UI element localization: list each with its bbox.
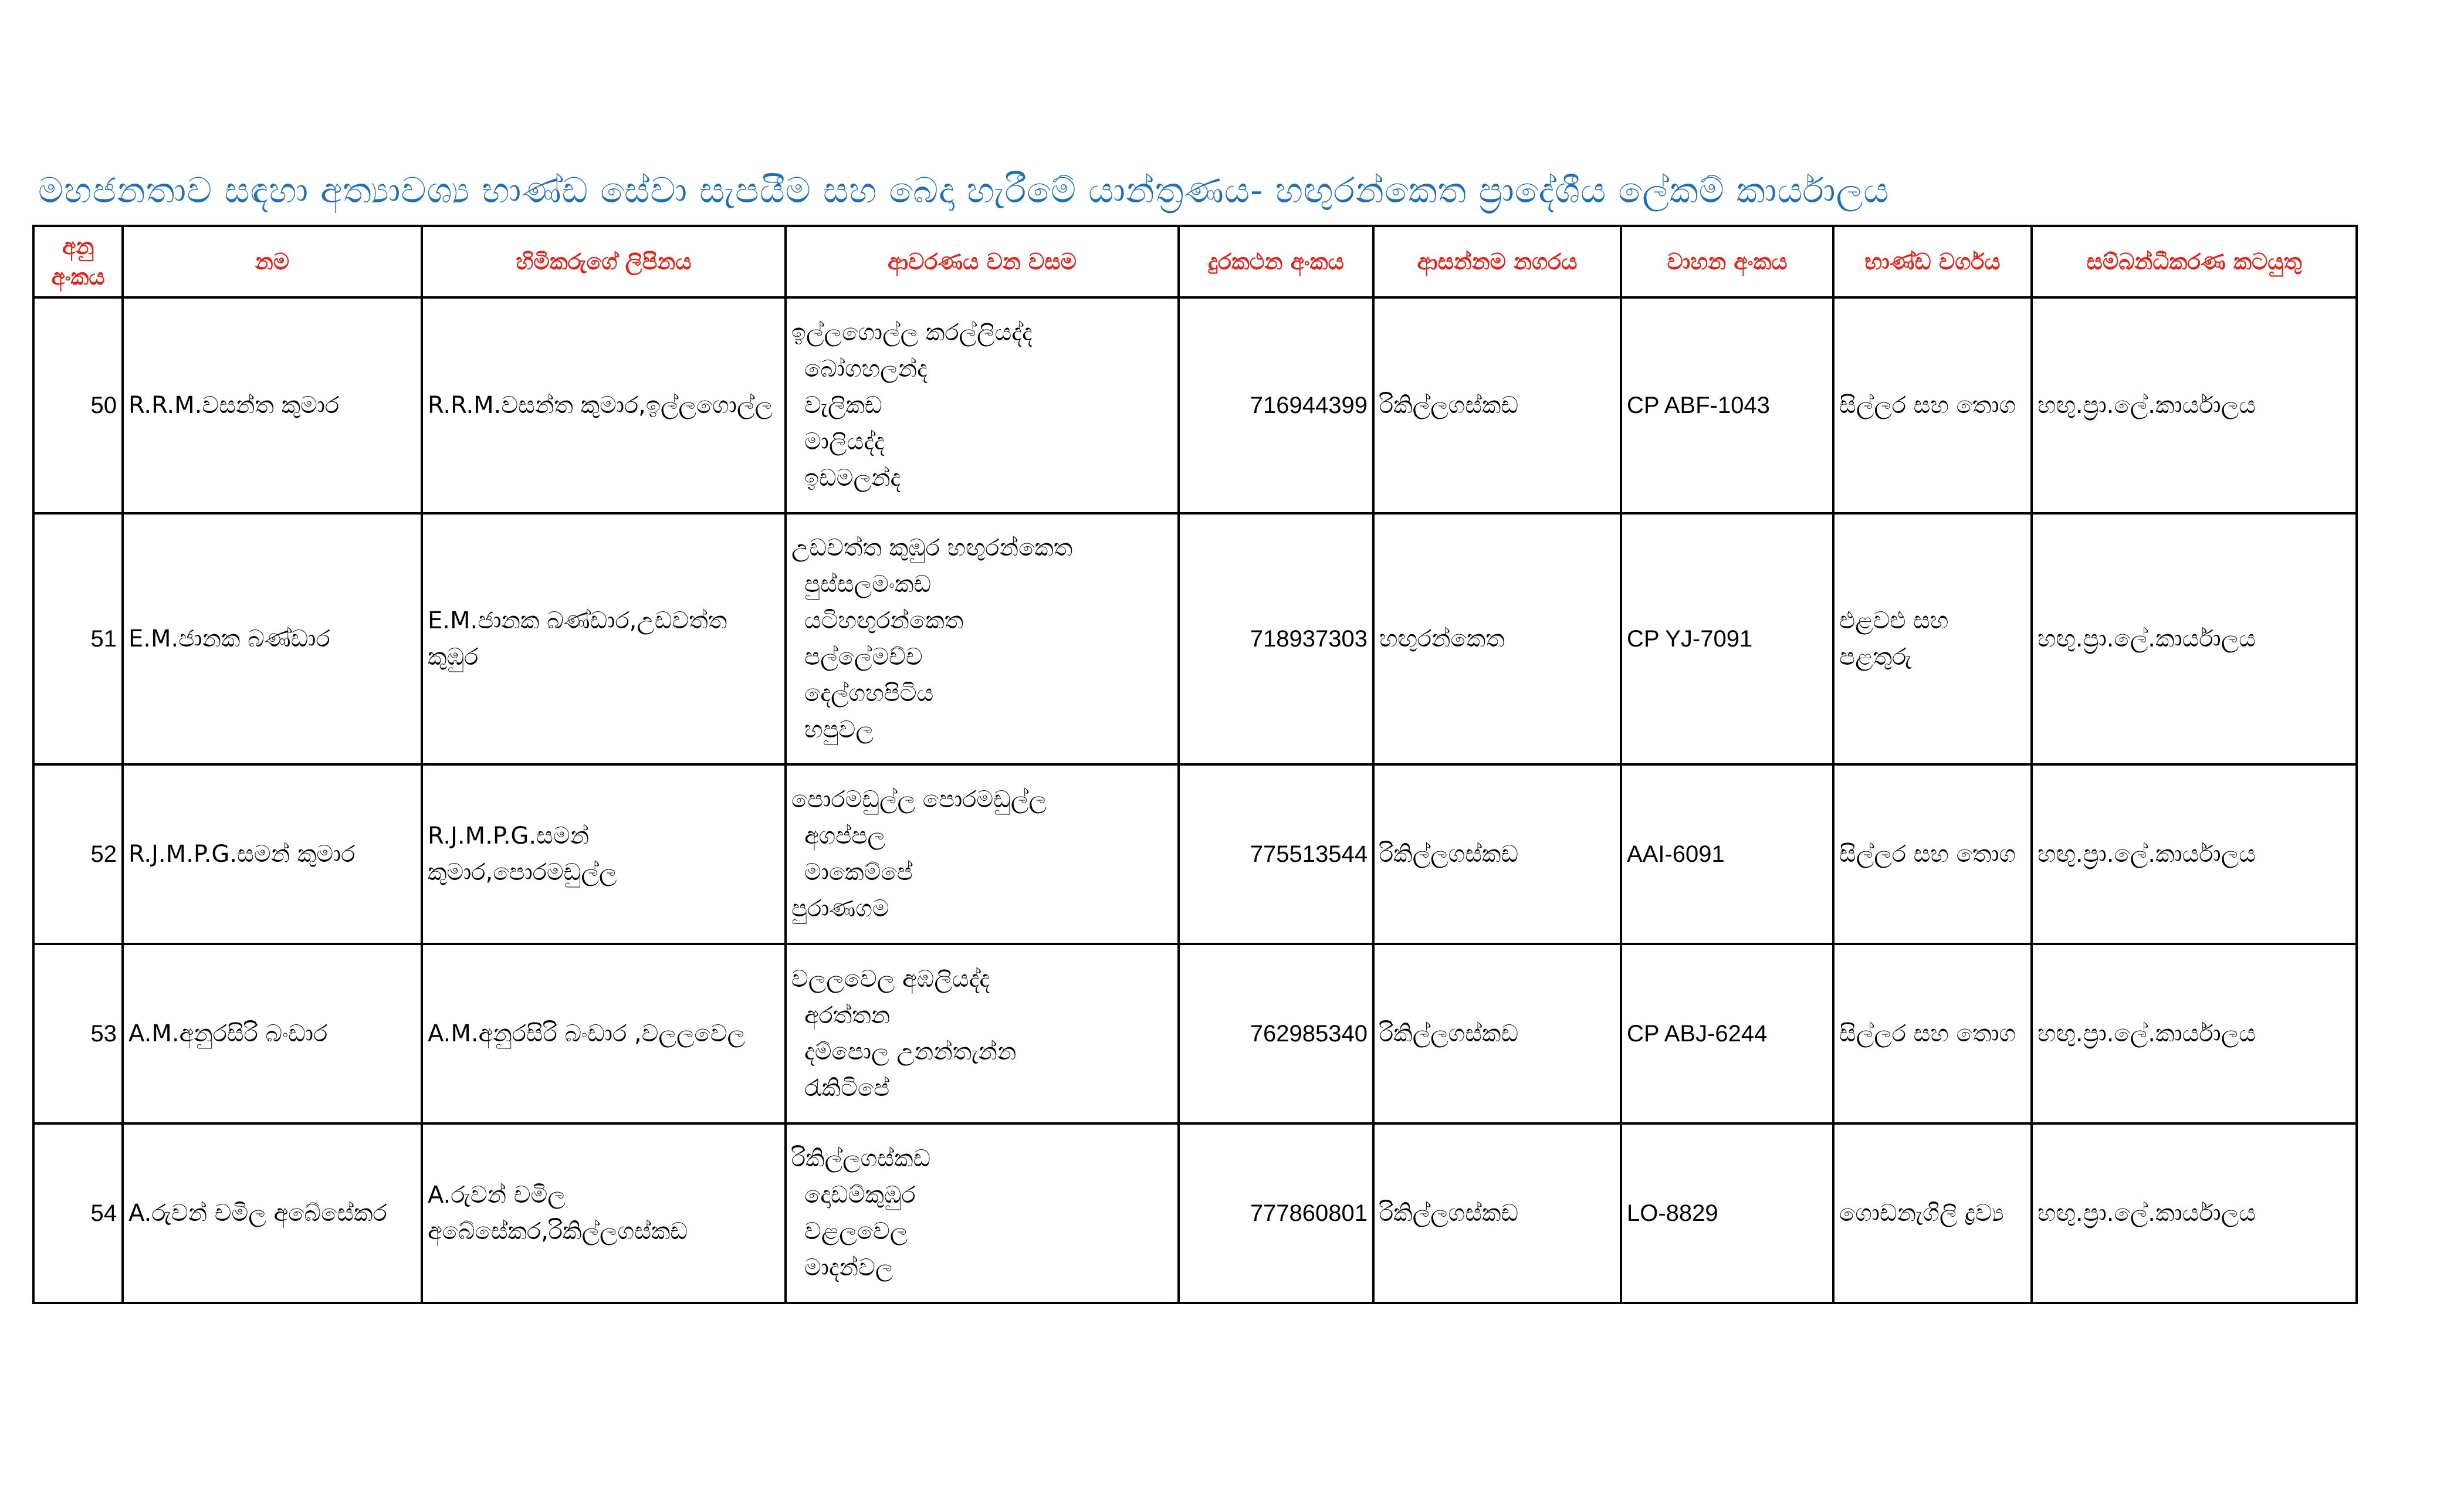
area-item: මාලියද්ද: [804, 428, 885, 455]
table-header-row: [33, 226, 2357, 297]
area-item: දොඩම්කුඹුර: [804, 1182, 916, 1209]
area-item: ඉල්ලගොල්ල කරල්ලියද්ද: [791, 319, 1033, 346]
cell-name: A.M.අනුරසිරි බංඩාර: [123, 944, 422, 1123]
area-item: අරත්තන: [804, 1002, 891, 1029]
table-row: [33, 513, 2357, 764]
header-coordination: සම්බන්ධීකරණ කටයුතු: [2032, 226, 2357, 297]
area-item: වලලවෙල අඹලියද්ද: [791, 966, 990, 993]
cell-goods-type: සිල්ලර සහ තොග: [1833, 297, 2032, 513]
header-name: නම: [123, 226, 422, 297]
header-nearest-town: ආසන්නම නගරය: [1373, 226, 1621, 297]
cell-serial-no: 50: [33, 297, 123, 513]
cell-owner-address: A.M.අනුරසිරි බංඩාර ,වලලවෙල: [422, 944, 786, 1123]
cell-name: E.M.ජානක බණ්ඩාර: [123, 513, 422, 764]
cell-vehicle-no: CP ABF-1043: [1621, 297, 1833, 513]
area-item: උඩවත්ත කුඹුර හඟුරන්කෙත: [791, 534, 1073, 561]
cell-nearest-town: රිකිල්ලගස්කඩ: [1373, 944, 1621, 1123]
cell-serial-no: 52: [33, 764, 123, 944]
area-item: හපුවල: [804, 716, 874, 743]
cell-vehicle-no: LO-8829: [1621, 1123, 1833, 1303]
cell-coordination: හඟු.ප්‍රා.ලේ.කාර්යාලය: [2032, 764, 2357, 944]
page-title: මහජනතාව සඳහා අත්‍යාවශ්‍ය භාණ්ඩ සේවා සැපයීම සහ බෙදා හැරීමේ යාන්ත්‍රණය- හඟුරන්කෙත ප්‍රාදේශීය ලේකම් කාර්යාලය: [38, 170, 1890, 211]
cell-phone: 777860801: [1179, 1123, 1373, 1303]
table-row: [33, 1123, 2357, 1303]
table-row: [33, 297, 2357, 513]
header-vehicle-no: වාහන අංකය: [1621, 226, 1833, 297]
area-item: රිකිල්ලගස්කඩ: [791, 1145, 931, 1172]
header-phone: දුරකථන අංකය: [1179, 226, 1373, 297]
table-row: [33, 764, 2357, 944]
header-serial-no: අනු අංකය: [33, 226, 123, 297]
cell-covered-area: [786, 297, 1179, 513]
header-covered-area: ආවරණය වන වසම: [786, 226, 1179, 297]
cell-owner-address: R.J.M.P.G.සමන් කුමාර,පොරමඩුල්ල: [422, 764, 786, 944]
header-goods-type: භාණ්ඩ වර්ගය: [1833, 226, 2032, 297]
cell-covered-area: [786, 1123, 1179, 1303]
cell-name: R.R.M.වසන්ත කුමාර: [123, 297, 422, 513]
cell-phone: 775513544: [1179, 764, 1373, 944]
area-item: යටිහඟුරන්කෙත: [804, 607, 964, 634]
cell-owner-address: E.M.ජානක බණ්ඩාර,උඩවත්ත කුඹුර: [422, 513, 786, 764]
area-item: වැලිකඩ: [804, 392, 882, 419]
area-item: ඉඩමලන්ද: [804, 465, 901, 492]
cell-goods-type: සිල්ලර සහ තොග: [1833, 944, 2032, 1123]
cell-vehicle-no: AAI-6091: [1621, 764, 1833, 944]
cell-coordination: හඟු.ප්‍රා.ලේ.කාර්යාලය: [2032, 1123, 2357, 1303]
area-item: වළලවෙල: [804, 1218, 908, 1245]
table-row: [33, 944, 2357, 1123]
cell-phone: 762985340: [1179, 944, 1373, 1123]
area-item: පුස්සලමංකඩ: [804, 571, 932, 598]
area-item: පුරාණගම: [791, 895, 889, 922]
cell-covered-area: [786, 944, 1179, 1123]
area-item: පොරමඩුල්ල පොරමඩුල්ල: [791, 786, 1047, 813]
area-item: මාදන්වල: [804, 1254, 893, 1281]
area-item: පල්ලේමච්ච: [804, 644, 923, 671]
cell-serial-no: 51: [33, 513, 123, 764]
cell-nearest-town: රිකිල්ලගස්කඩ: [1373, 297, 1621, 513]
cell-coordination: හඟු.ප්‍රා.ලේ.කාර්යාලය: [2032, 944, 2357, 1123]
cell-serial-no: 53: [33, 944, 123, 1123]
cell-covered-area: [786, 513, 1179, 764]
cell-owner-address: R.R.M.වසන්ත කුමාර,ඉල්ලගොල්ල: [422, 297, 786, 513]
cell-vehicle-no: CP ABJ-6244: [1621, 944, 1833, 1123]
cell-nearest-town: රිකිල්ලගස්කඩ: [1373, 1123, 1621, 1303]
area-item: මාකෙම්පේ: [804, 859, 913, 886]
area-item: රැකිටිපේ: [804, 1075, 890, 1102]
area-item: අගප්පල: [804, 823, 885, 849]
cell-coordination: හඟු.ප්‍රා.ලේ.කාර්යාලය: [2032, 297, 2357, 513]
cell-name: A.රුවන් චමිල අබේසේකර: [123, 1123, 422, 1303]
cell-covered-area: [786, 764, 1179, 944]
cell-name: R.J.M.P.G.සමන් කුමාර: [123, 764, 422, 944]
cell-phone: 718937303: [1179, 513, 1373, 764]
cell-nearest-town: රිකිල්ලගස්කඩ: [1373, 764, 1621, 944]
cell-vehicle-no: CP YJ-7091: [1621, 513, 1833, 764]
cell-goods-type: සිල්ලර සහ තොග: [1833, 764, 2032, 944]
cell-owner-address: A.රුවන් චමිල අබේසේකර,රිකිල්ලගස්කඩ: [422, 1123, 786, 1303]
area-item: බෝගහලන්ද: [804, 356, 928, 383]
cell-serial-no: 54: [33, 1123, 123, 1303]
cell-goods-type: ගොඩනැගිලි ද්‍රව්‍ය: [1833, 1123, 2032, 1303]
area-item: දෙල්ගහපිටිය: [804, 680, 934, 707]
cell-coordination: හඟු.ප්‍රා.ලේ.කාර්යාලය: [2032, 513, 2357, 764]
area-item: දම්පොල උනන්තැන්න: [804, 1038, 1017, 1065]
cell-nearest-town: හඟුරන්කෙත: [1373, 513, 1621, 764]
header-owner-address: හිමිකරුගේ ලිපිනය: [422, 226, 786, 297]
cell-phone: 716944399: [1179, 297, 1373, 513]
supplier-table: [32, 225, 2358, 1304]
cell-goods-type: එළවළු සහ පළතුරු: [1833, 513, 2032, 764]
